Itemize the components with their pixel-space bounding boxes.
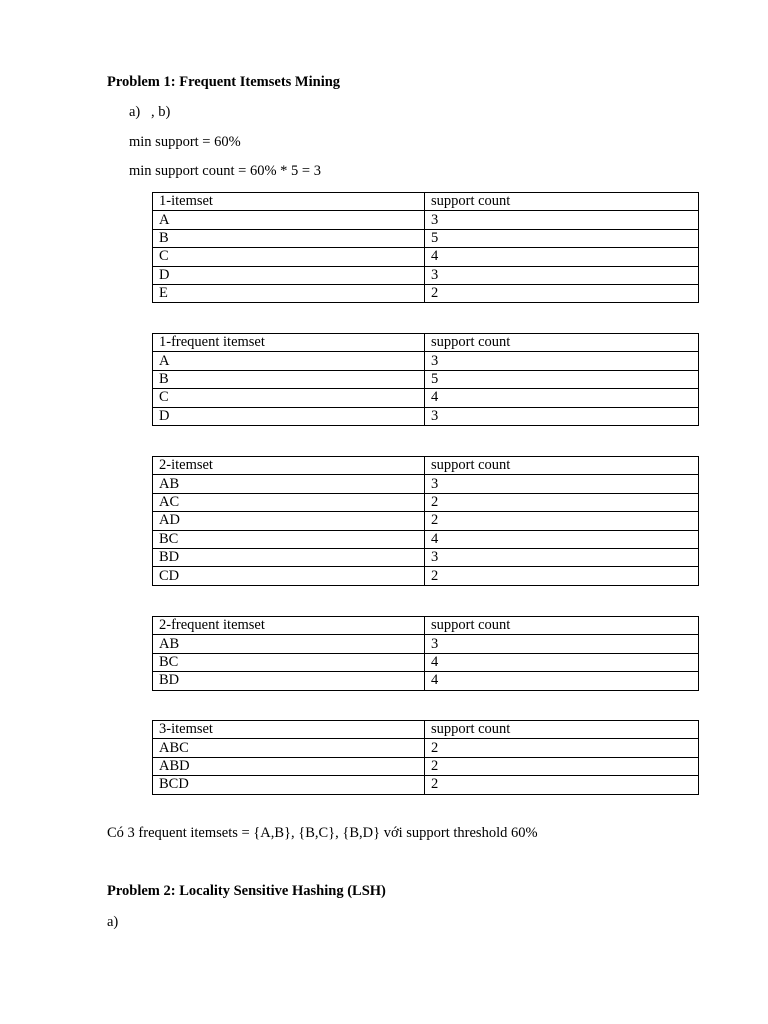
support-count-cell: 3: [425, 352, 699, 370]
table-row: [153, 475, 699, 493]
support-count-cell: 4: [425, 389, 699, 407]
table-2-frequent-itemset: [152, 616, 699, 691]
table-row: [153, 370, 699, 388]
support-count-cell: 5: [425, 229, 699, 247]
min-support-line: min support = 60%: [129, 134, 241, 150]
itemset-cell: BD: [153, 672, 425, 690]
itemset-cell: BC: [153, 653, 425, 671]
support-count-cell: 3: [425, 407, 699, 425]
itemset-cell: A: [153, 352, 425, 370]
column-header-itemset: 2-frequent itemset: [153, 617, 425, 635]
min-support-count-line: min support count = 60% * 5 = 3: [129, 163, 321, 179]
table-row: [153, 389, 699, 407]
table-row: [153, 352, 699, 370]
support-count-cell: 5: [425, 370, 699, 388]
itemset-cell: D: [153, 407, 425, 425]
table-row: [153, 493, 699, 511]
table-row: [153, 653, 699, 671]
support-count-cell: 3: [425, 211, 699, 229]
table-header-row: [153, 334, 699, 352]
column-header-itemset: 2-itemset: [153, 457, 425, 475]
support-count-cell: 4: [425, 248, 699, 266]
itemset-cell: ABC: [153, 739, 425, 757]
itemset-cell: AC: [153, 493, 425, 511]
support-count-cell: 2: [425, 493, 699, 511]
support-count-cell: 3: [425, 635, 699, 653]
table-row: [153, 567, 699, 585]
support-count-cell: 2: [425, 776, 699, 794]
table-row: [153, 635, 699, 653]
table-row: [153, 757, 699, 775]
table-2-itemset: [152, 456, 699, 586]
table-1-frequent-itemset: [152, 333, 699, 426]
table-row: [153, 229, 699, 247]
itemset-cell: E: [153, 284, 425, 302]
subpart-a-label: a): [129, 104, 141, 120]
problem1-subparts: [129, 103, 170, 121]
itemset-cell: B: [153, 229, 425, 247]
table-header-row: [153, 193, 699, 211]
support-count-cell: 2: [425, 284, 699, 302]
table-header-row: [153, 457, 699, 475]
table-row: [153, 248, 699, 266]
support-count-cell: 4: [425, 653, 699, 671]
table-row: [153, 266, 699, 284]
table-row: [153, 739, 699, 757]
itemset-cell: CD: [153, 567, 425, 585]
itemset-cell: AD: [153, 512, 425, 530]
column-header-itemset: 1-itemset: [153, 193, 425, 211]
column-header-support-count: support count: [425, 721, 699, 739]
support-count-cell: 4: [425, 672, 699, 690]
table-3-itemset: [152, 720, 699, 795]
table-row: [153, 672, 699, 690]
itemset-cell: A: [153, 211, 425, 229]
table-row: [153, 211, 699, 229]
column-header-itemset: 3-itemset: [153, 721, 425, 739]
itemset-cell: ABD: [153, 757, 425, 775]
support-count-cell: 3: [425, 266, 699, 284]
table-row: [153, 284, 699, 302]
column-header-support-count: support count: [425, 617, 699, 635]
table-row: [153, 512, 699, 530]
problem1-title: Problem 1: Frequent Itemsets Mining: [107, 74, 341, 90]
problem2-title: Problem 2: Locality Sensitive Hashing (LSH): [107, 883, 386, 899]
column-header-support-count: support count: [425, 334, 699, 352]
conclusion-text: Có 3 frequent itemsets = {A,B}, {B,C}, {B,D} với support threshold 60%: [107, 825, 538, 841]
itemset-cell: BC: [153, 530, 425, 548]
itemset-cell: BCD: [153, 776, 425, 794]
itemset-cell: D: [153, 266, 425, 284]
subpart-b-label: , b): [151, 104, 171, 120]
column-header-support-count: support count: [425, 457, 699, 475]
support-count-cell: 2: [425, 512, 699, 530]
support-count-cell: 2: [425, 739, 699, 757]
support-count-cell: 3: [425, 548, 699, 566]
column-header-support-count: support count: [425, 193, 699, 211]
itemset-cell: B: [153, 370, 425, 388]
table-header-row: [153, 721, 699, 739]
itemset-cell: AB: [153, 475, 425, 493]
support-count-cell: 2: [425, 567, 699, 585]
support-count-cell: 2: [425, 757, 699, 775]
itemset-cell: AB: [153, 635, 425, 653]
table-1-itemset: [152, 192, 699, 303]
table-row: [153, 776, 699, 794]
itemset-cell: C: [153, 248, 425, 266]
support-count-cell: 4: [425, 530, 699, 548]
itemset-cell: C: [153, 389, 425, 407]
support-count-cell: 3: [425, 475, 699, 493]
itemset-cell: BD: [153, 548, 425, 566]
table-row: [153, 548, 699, 566]
table-row: [153, 530, 699, 548]
table-header-row: [153, 617, 699, 635]
table-row: [153, 407, 699, 425]
column-header-itemset: 1-frequent itemset: [153, 334, 425, 352]
problem2-subpart-a-label: a): [107, 914, 119, 930]
